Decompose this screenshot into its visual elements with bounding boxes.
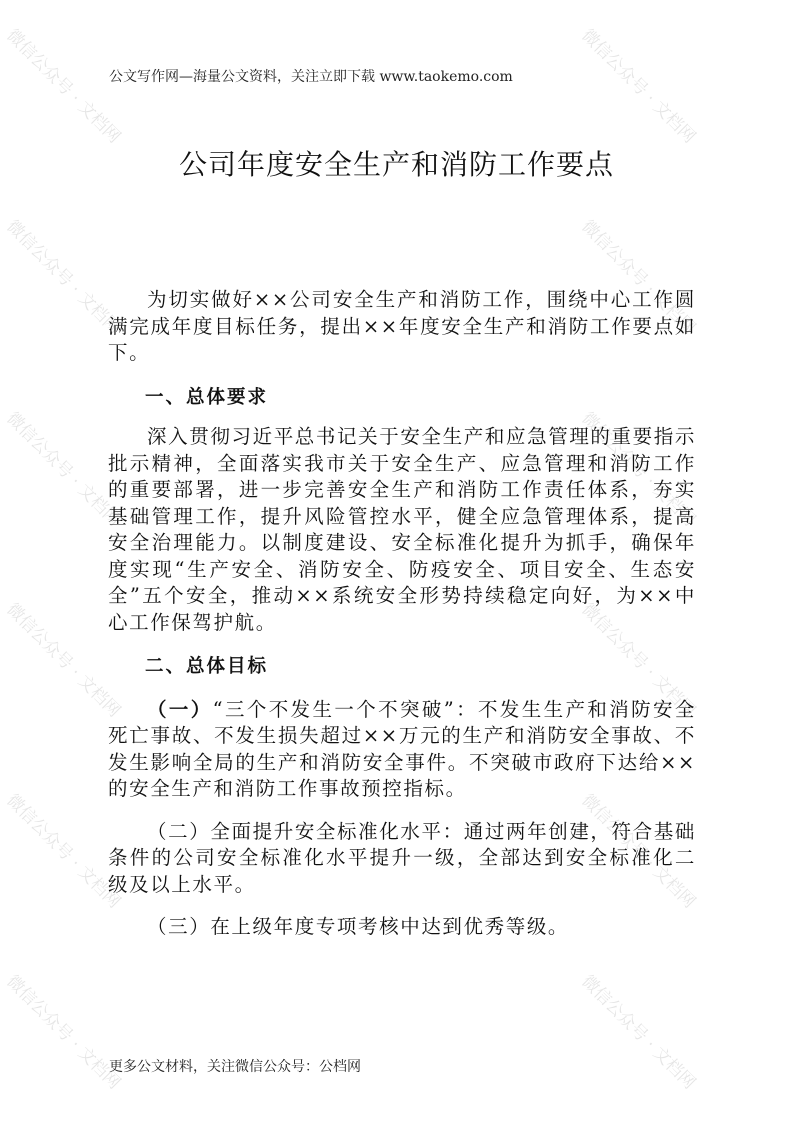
- watermark: 微信公众号 · 文档网: [577, 25, 700, 148]
- goal-item: [108, 914, 696, 941]
- watermark: 微信公众号 · 文档网: [2, 216, 125, 339]
- goal-item-text: 在上级年度专项考核中达到优秀等级。: [210, 915, 570, 938]
- watermark: 微信公众号 · 文档网: [2, 25, 125, 148]
- section-heading-requirements: 一、总体要求: [145, 386, 269, 408]
- watermark: 微信公众号 · 文档网: [2, 408, 125, 531]
- page-footer: 更多公文材料，关注微信公众号：公档网: [109, 1059, 361, 1075]
- goal-item-text: “三个不发生一个不突破”：不发生生产和消防安全死亡事故、不发生损失超过××万元的生产和消防安全事故、不发生影响全局的生产和消防安全事件。不突破市政府下达给××的安全生产和消防工作事故预控指标。: [108, 697, 696, 800]
- section-heading-goals: 二、总体目标: [145, 656, 269, 677]
- watermark: 微信公众号 · 文档网: [577, 790, 700, 913]
- watermark: 微信公众号 · 文档网: [577, 971, 700, 1094]
- watermark: 微信公众号 · 文档网: [577, 599, 700, 722]
- watermark: 微信公众号 · 文档网: [2, 599, 125, 722]
- goal-item-number: （二）: [147, 819, 211, 843]
- watermark: 微信公众号 · 文档网: [2, 790, 125, 913]
- intro-paragraph: 为切实做好××公司安全生产和消防工作，围绕中心工作圆满完成年度目标任务，提出××年度安全生产和消防工作要点如下。: [108, 288, 696, 364]
- document-body: [108, 287, 696, 941]
- watermark: 微信公众号 · 文档网: [577, 408, 700, 531]
- goal-item: [108, 697, 696, 803]
- page-header: 公文写作网—海量公文资料，关注立即下载 www.taokemo.com: [109, 69, 513, 85]
- document-title: 公司年度安全生产和消防工作要点: [178, 148, 614, 181]
- goal-item-text: 全面提升安全标准化水平：通过两年创建，符合基础条件的公司安全标准化水平提升一级，全部达到安全标准化二级及以上水平。: [108, 819, 696, 896]
- goal-item-number: （三）: [147, 915, 211, 938]
- watermark: 微信公众号 · 文档网: [2, 971, 125, 1094]
- goal-item: [108, 819, 696, 899]
- watermark: 微信公众号 · 文档网: [577, 216, 700, 339]
- goal-item-number: （一）: [147, 697, 213, 721]
- requirements-paragraph: 深入贯彻习近平总书记关于安全生产和应急管理的重要指示批示精神，全面落实我市关于安全生产、应急管理和消防工作的重要部署，进一步完善安全生产和消防工作责任体系，夯实基础管理工作，提升风险管控水平，健全应急管理体系，提高安全治理能力。以制度建设、安全标准化提升为抓手，确保年度实现“生产安全、消防安全、防疫安全、项目安全、生态安全”五个安全，推动××系统安全形势持续稳定向好，为××中心工作保驾护航。: [108, 425, 696, 634]
